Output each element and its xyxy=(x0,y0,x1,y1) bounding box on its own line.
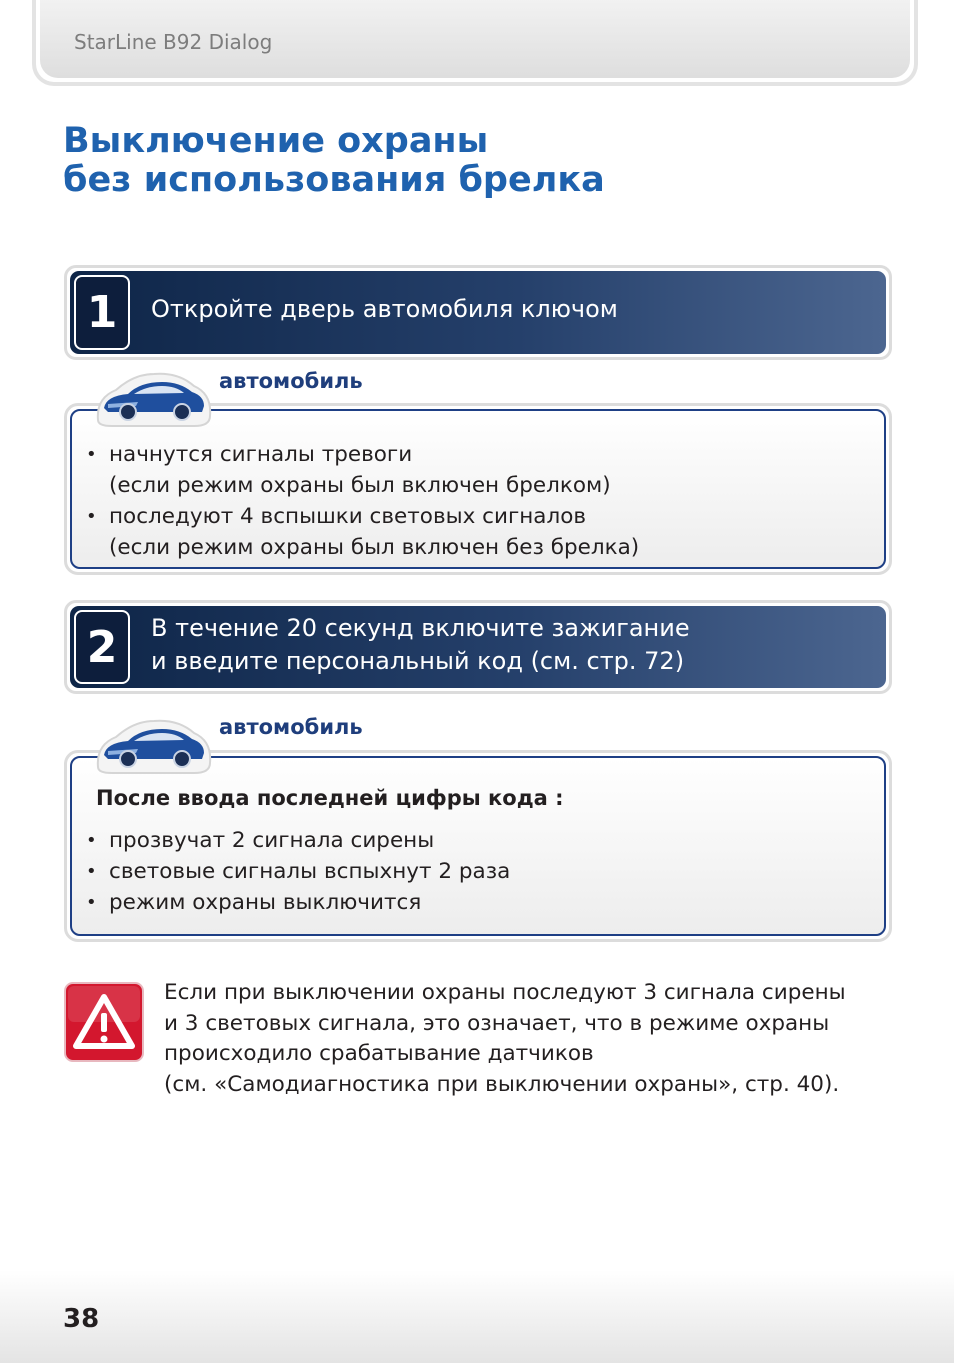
step-1-banner xyxy=(64,265,892,360)
car-result-panel-1 xyxy=(64,403,892,575)
warning-text: Если при выключении охраны последуют 3 сигнала сирены и 3 световых сигнала, это означает, что в режиме охраны происходило срабатывание датчиков (см. «Самодиагностика при выключении охраны», стр. 40). xyxy=(164,980,846,1098)
car-result-panel-2 xyxy=(64,750,892,942)
warning-triangle-icon xyxy=(64,982,144,1062)
list-item: • прозвучат 2 сигнала сирены xyxy=(86,825,510,856)
car-icon xyxy=(94,368,214,428)
page-title xyxy=(63,122,605,200)
list-item: • начнутся сигналы тревоги (если режим охраны был включен брелком) xyxy=(86,439,639,501)
header-title: StarLine B92 Dialog xyxy=(74,30,273,54)
list-item: • режим охраны выключится xyxy=(86,887,510,918)
page-number: 38 xyxy=(63,1304,100,1334)
step-2-text: В течение 20 секунд включите зажигание и введите персональный код (см. стр. 72) xyxy=(151,614,690,675)
car-icon xyxy=(94,715,214,775)
panel-2-label: автомобиль xyxy=(219,715,363,739)
panel-1-label: автомобиль xyxy=(219,369,363,393)
step-1-text: Откройте дверь автомобиля ключом xyxy=(151,295,618,323)
page-header xyxy=(32,0,918,86)
step-2-banner xyxy=(64,600,892,694)
page-title-line1: Выключение охраны xyxy=(63,121,489,161)
panel-1-list xyxy=(86,439,639,563)
panel-2-list xyxy=(86,825,510,918)
page-title-line2: без использования брелка xyxy=(63,160,605,200)
list-item: • световые сигналы вспыхнут 2 раза xyxy=(86,856,510,887)
step-1-number: 1 xyxy=(74,275,130,350)
step-2-number: 2 xyxy=(74,610,130,684)
list-item: • последуют 4 вспышки световых сигналов (если режим охраны был включен без брелка) xyxy=(86,501,639,563)
page-footer xyxy=(0,1270,954,1363)
panel-2-heading: После ввода последней цифры кода : xyxy=(96,786,564,810)
